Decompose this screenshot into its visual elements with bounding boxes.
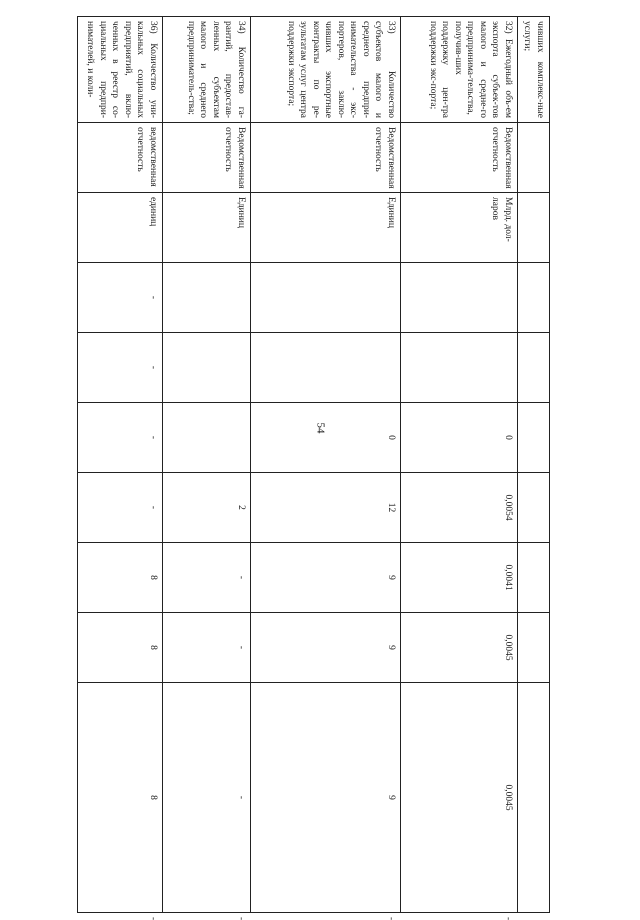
value-cell: - bbox=[77, 263, 162, 333]
value-cell: 9 bbox=[250, 613, 400, 683]
value-cell bbox=[162, 263, 250, 333]
value-cell: 0,0041 bbox=[400, 543, 517, 613]
value-cell: 0,0045 bbox=[400, 683, 517, 913]
table-row: 34) Количество га-рантий, предостав-ленных субъектам малого и среднего предприниматель-ства; Ведомственная отчетность Единиц 2 - - - - bbox=[162, 17, 250, 913]
indicator-name: 33) Количество субъектов малого и среднего предпри-нимательства - экс-портеров, заклю-чивших экспортные контракты по ре-зультатам услуг центра поддержки экспорта; bbox=[250, 17, 400, 123]
table-cell bbox=[517, 403, 549, 473]
value-cell: 9 bbox=[250, 543, 400, 613]
value-cell: - bbox=[77, 333, 162, 403]
value-cell: 12 bbox=[250, 473, 400, 543]
value-cell: 2 bbox=[162, 473, 250, 543]
value-cell: 0,0054 bbox=[400, 473, 517, 543]
value-cell: 8 bbox=[77, 543, 162, 613]
value-cell: - bbox=[162, 543, 250, 613]
table-cell bbox=[517, 333, 549, 403]
value-cell: 0 bbox=[250, 403, 400, 473]
unit-of-measure: Единиц bbox=[162, 193, 250, 263]
table-cell bbox=[517, 683, 549, 913]
table-cell bbox=[517, 613, 549, 683]
page-number: 54 bbox=[314, 422, 326, 434]
rotated-table bbox=[80, 16, 550, 920]
indicator-name: 36) Количество уни-кальных социальных предприятий, вклю-ченных в реестр со-циальных предпри-нимателей, и коли- bbox=[77, 17, 162, 123]
value-cell: - bbox=[162, 613, 250, 683]
value-cell: 0,0045 bbox=[400, 613, 517, 683]
value-cell: 8 bbox=[77, 683, 162, 913]
indicator-name: 32) Ежегодный объ-ем экспорта субъек-тов малого и средне-го предпринима-тельства, получив-ших поддержку цен-тра поддержки экс-порта; bbox=[400, 17, 517, 123]
data-source: Ведомственная отчетность bbox=[162, 123, 250, 193]
value-cell: - bbox=[162, 683, 250, 913]
unit-of-measure: Млрд. дол-ларов bbox=[400, 193, 517, 263]
indicator-name-continuation: чивших комплекс-ные услуги; bbox=[517, 17, 549, 123]
value-cell: 9 bbox=[250, 683, 400, 913]
value-cell bbox=[250, 263, 400, 333]
data-source: ведомственная отчетность bbox=[77, 123, 162, 193]
table-cell bbox=[517, 123, 549, 193]
value-cell: - bbox=[77, 473, 162, 543]
data-source: Ведомственная отчетность bbox=[250, 123, 400, 193]
value-cell: 0 bbox=[400, 403, 517, 473]
table-row: 33) Количество субъектов малого и среднего предпри-нимательства - экс-портеров, заклю-чивших экспортные контракты по ре-зультатам услуг центра поддержки экспорта; Ведомственная отчетность Единиц 0 12 9 9 9 - bbox=[250, 17, 400, 913]
value-cell: - bbox=[77, 403, 162, 473]
data-source: Ведомственная отчетность bbox=[400, 123, 517, 193]
table-row-continuation bbox=[517, 17, 549, 913]
table-row: 32) Ежегодный объ-ем экспорта субъек-тов малого и средне-го предпринима-тельства, получив-ших поддержку цен-тра поддержки экс-порта; Ведомственная отчетность Млрд. дол-ларов 0 0,0054 0,0041 0,0045 0,0045 - bbox=[400, 17, 517, 913]
table-row: 36) Количество уни-кальных социальных предприятий, вклю-ченных в реестр со-циальных предпри-нимателей, и коли- ведомственная отчетность единиц - - - - 8 8 8 - bbox=[77, 17, 162, 913]
table-region bbox=[80, 16, 550, 920]
value-cell: 8 bbox=[77, 613, 162, 683]
value-cell bbox=[250, 333, 400, 403]
table-cell bbox=[517, 193, 549, 263]
indicator-name: 34) Количество га-рантий, предостав-ленных субъектам малого и среднего предприниматель-ства; bbox=[162, 17, 250, 123]
value-cell bbox=[162, 403, 250, 473]
value-cell bbox=[162, 333, 250, 403]
value-cell bbox=[400, 263, 517, 333]
value-cell bbox=[400, 333, 517, 403]
indicator-table bbox=[77, 16, 550, 920]
table-cell bbox=[517, 263, 549, 333]
unit-of-measure: Единиц bbox=[250, 193, 400, 263]
table-cell bbox=[517, 473, 549, 543]
table-cell bbox=[517, 543, 549, 613]
unit-of-measure: единиц bbox=[77, 193, 162, 263]
